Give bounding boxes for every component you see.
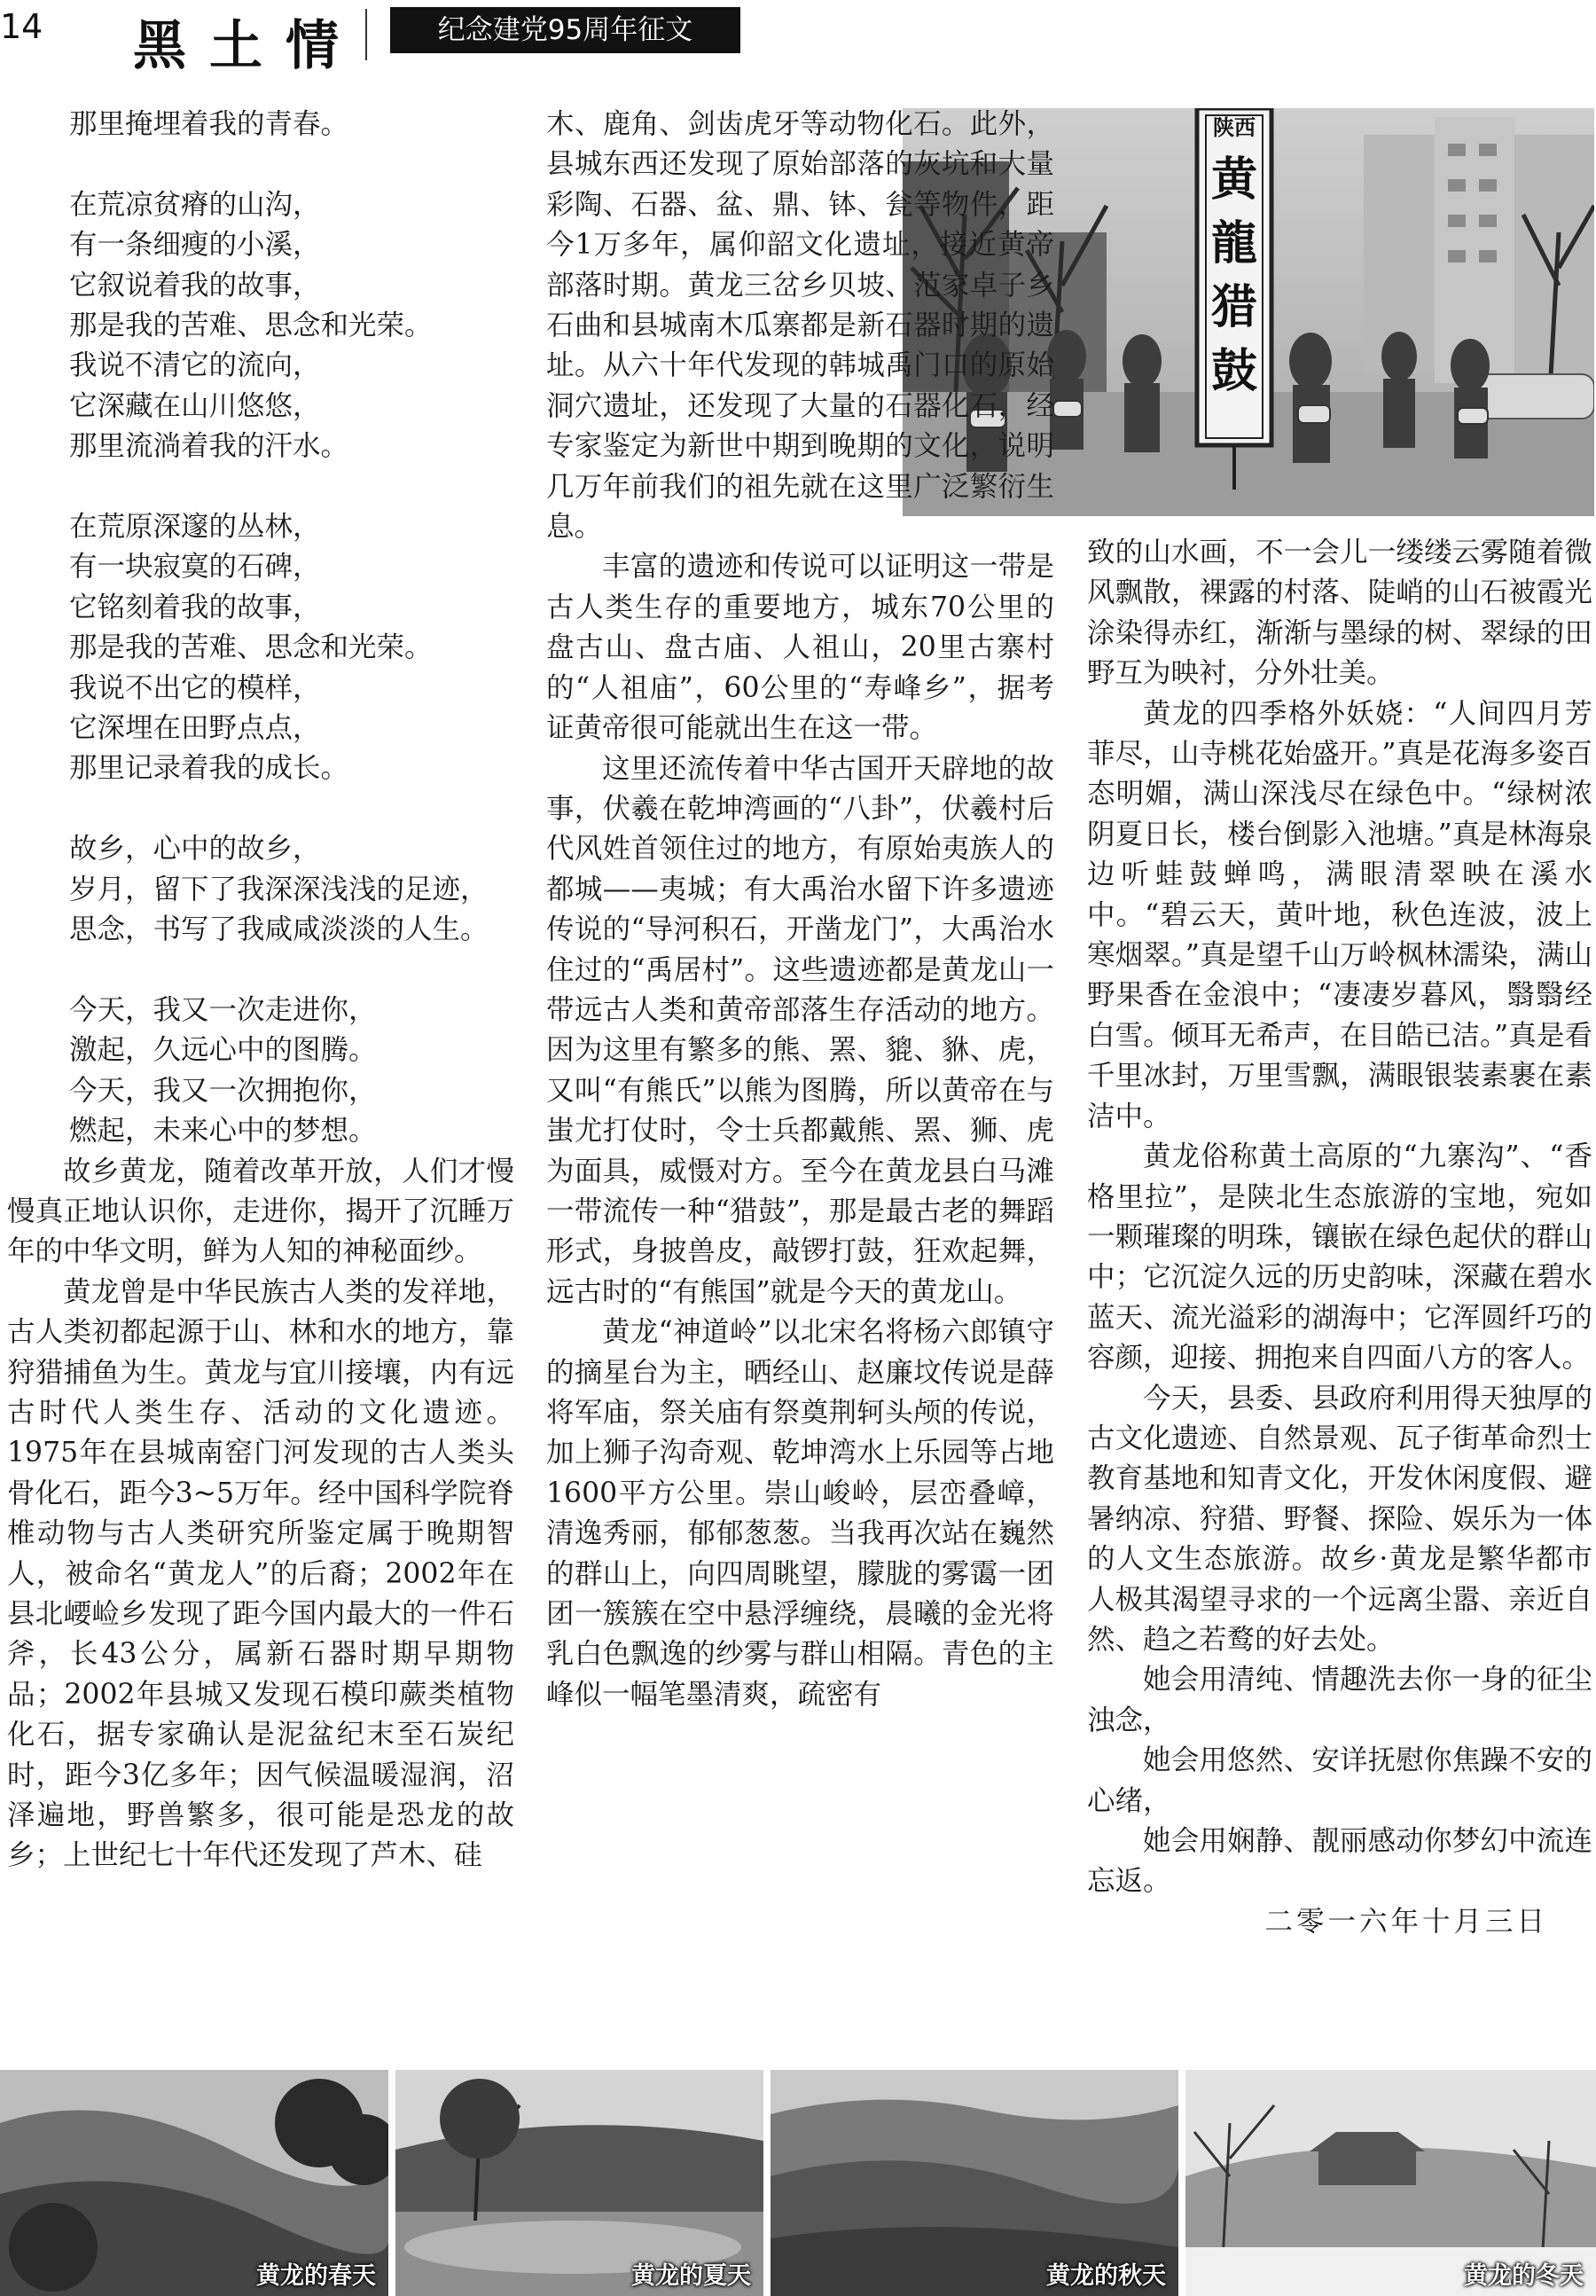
banner-char: 鼓	[1210, 344, 1258, 398]
autumn-caption: 黄龙的秋天	[1046, 2262, 1166, 2290]
poem-line: 那里流淌着我的汗水。	[69, 430, 349, 463]
stanza-gap	[7, 789, 514, 829]
date-signoff: 二零一六年十月三日	[1264, 1905, 1548, 1938]
body-paragraph: 黄龙“神道岭”以北宋名将杨六郎镇守的摘星台为主，晒经山、赵廉坟传说是薛将军庙，祭关庙有祭奠荆轲头颅的传说，加上狮子沟奇观、乾坤湾水上乐园等占地1600平方公里。崇山峻岭，层峦叠嶂，清逸秀丽，郁郁葱葱。当我再次站在巍然的群山上，向四周眺望，朦胧的雾霭一团团一簇簇在空中悬浮缠绕，晨曦的金光将乳白色飘逸的纱雾与群山相隔。青色的主峰似一幅笔墨清爽，疏密有	[546, 1316, 1054, 1711]
poem-block	[7, 105, 514, 1152]
body-paragraph: 她会用清纯、情趣洗去你一身的征尘浊念，	[1087, 1664, 1592, 1736]
poem-line: 燃起，未来心中的梦想。	[69, 1115, 377, 1148]
poem-line: 那里掩埋着我的青春。	[69, 108, 349, 140]
body-paragraph: 今天，县委、县政府利用得天独厚的古文化遗迹、自然景观、瓦子街革命烈士教育基地和知青文化，开发休闲度假、避暑纳凉、狩猎、野餐、探险、娱乐为一体的人文生态旅游。故乡·黄龙是繁华都市人极其渴望寻求的一个远离尘嚣、亲近自然、趋之若鹜的好去处。	[1087, 1382, 1592, 1656]
body-paragraph: 黄龙的四季格外妖娆：“人间四月芳菲尽，山寺桃花始盛开。”真是花海多姿百态明媚，满山深浅尽在绿色中。“绿树浓阴夏日长，楼台倒影入池塘。”真是林海泉边听蛙鼓蝉鸣，满眼清翠映在溪水中。“碧云天，黄叶地，秋色连波，波上寒烟翠。”真是望千山万岭枫林濡染，满山野果香在金浪中；“凄凄岁暮风，翳翳经白雪。倾耳无希声，在目皓已洁。”真是看千里冰封，万里雪飘，满眼银装素裹在素洁中。	[1087, 697, 1592, 1132]
spring-caption: 黄龙的春天	[256, 2262, 376, 2290]
body-paragraph: 她会用悠然、安详抚慰你焦躁不安的心绪，	[1087, 1744, 1592, 1817]
poem-line: 那是我的苦难、思念和光荣。	[69, 310, 433, 342]
masthead-title: 黑土情	[133, 15, 362, 77]
stanza-gap	[7, 145, 514, 184]
body-paragraph: 木、鹿角、剑齿虎牙等动物化石。此外，县城东西还发现了原始部落的灰坑和大量彩陶、石器、盆、鼎、钵、瓮等物件，距今1万多年，属仰韶文化遗址，接近黄帝部落时期。黄龙三岔乡贝坡、范家卓子乡石曲和县城南木瓜寨都是新石器时期的遗址。从六十年代发现的韩城禹门口的原始洞穴遗址，还发现了大量的石器化石，经专家鉴定为新世中期到晚期的文化，说明几万年前我们的祖先就在这里广泛繁衍生息。	[546, 108, 1054, 544]
poem-line: 今天，我又一次走进你，	[69, 993, 377, 1026]
body-paragraph: 她会用娴静、靓丽感动你梦幻中流连忘返。	[1087, 1825, 1592, 1898]
poem-line: 思念，书写了我咸咸淡淡的人生。	[69, 913, 489, 946]
poem-line: 我说不清它的流向，	[69, 349, 321, 382]
banner-char: 黄	[1210, 153, 1258, 207]
banner-province: 陕西	[1213, 114, 1256, 140]
poem-line: 激起，久远心中的图腾。	[69, 1034, 377, 1067]
poem-line: 有一条细瘦的小溪，	[69, 229, 321, 262]
summer-caption: 黄龙的夏天	[631, 2262, 751, 2290]
column-3	[1087, 533, 1592, 1942]
body-paragraph: 这里还流传着中华古国开天辟地的故事，伏羲在乾坤湾画的“八卦”，伏羲村后代风姓首领住过的地方，有原始夷族人的都城——夷城；有大禹治水留下许多遗迹传说的“导河积石，开凿龙门”，大禹治水住过的“禹居村”。这些遗迹都是黄龙山一带远古人类和黄帝部落生存活动的地方。因为这里有繁多的熊、罴、貔、貅、虎，又叫“有熊氏”以熊为图腾，所以黄帝在与蚩尤打仗时，令士兵都戴熊、罴、狮、虎为面具，威慑对方。至今在黄龙县白马滩一带流传一种“猎鼓”，那是最古老的舞蹈形式，身披兽皮，敲锣打鼓，狂欢起舞，远古时的“有熊国”就是今天的黄龙山。	[546, 752, 1054, 1308]
section-tag: 纪念建党95周年征文	[390, 7, 740, 53]
poem-line: 我说不出它的模样，	[69, 671, 321, 704]
stanza-gap	[7, 467, 514, 507]
poem-line: 它深藏在山川悠悠，	[69, 389, 321, 422]
stanza-gap	[7, 950, 514, 990]
body-paragraph: 致的山水画，不一会儿一缕缕云雾随着微风飘散，裸露的村落、陡峭的山石被霞光涂染得赤红，渐渐与墨绿的树、翠绿的田野互为映衬，分外壮美。	[1087, 537, 1592, 690]
banner-char: 猎	[1210, 280, 1258, 334]
poem-line: 那里记录着我的成长。	[69, 752, 349, 785]
poem-line: 那是我的苦难、思念和光荣。	[69, 631, 433, 664]
winter-caption: 黄龙的冬天	[1464, 2262, 1584, 2290]
banner-char: 龍	[1210, 216, 1258, 270]
summer-photo	[395, 2070, 763, 2296]
poem-line: 它深埋在田野点点，	[69, 712, 321, 745]
poem-line: 在荒原深邃的丛林，	[69, 511, 321, 544]
poem-line: 岁月，留下了我深深浅浅的足迹，	[69, 873, 489, 905]
body-paragraph: 故乡黄龙，随着改革开放，人们才慢慢真正地认识你，走进你，揭开了沉睡万年的中华文明，鲜为人知的神秘面纱。	[7, 1155, 514, 1268]
poem-line: 在荒凉贫瘠的山沟，	[69, 188, 321, 221]
banner-text	[1211, 114, 1259, 398]
column-2	[546, 105, 1054, 1715]
body-paragraph: 黄龙俗称黄土高原的“九寨沟”、“香格里拉”，是陕北生态旅游的宝地，宛如一颗璀璨的明珠，镶嵌在绿色起伏的群山中；它沉淀久远的历史韵味，深藏在碧水蓝天、流光溢彩的湖海中；它浑圆纤巧的容颜，迎接、拥抱来自四面八方的客人。	[1087, 1140, 1592, 1375]
column-1	[7, 105, 514, 1877]
poem-line: 它铭刻着我的故事，	[69, 591, 321, 623]
header-divider	[365, 9, 367, 60]
body-paragraph: 丰富的遗迹和传说可以证明这一带是古人类生存的重要地方，城东70公里的盘古山、盘古庙、人祖山，20里古寨村的“人祖庙”，60公里的“寿峰乡”，据考证黄帝很可能就出生在这一带。	[546, 551, 1054, 745]
page-number: 14	[0, 7, 43, 46]
poem-line: 故乡，心中的故乡，	[69, 833, 321, 866]
winter-photo	[1185, 2070, 1596, 2296]
spring-photo	[0, 2070, 388, 2296]
autumn-photo	[771, 2070, 1178, 2296]
poem-line: 它叙说着我的故事，	[69, 269, 321, 302]
poem-line: 今天，我又一次拥抱你，	[69, 1074, 377, 1107]
poem-line: 有一块寂寞的石碑，	[69, 551, 321, 584]
body-paragraph: 黄龙曾是中华民族古人类的发祥地，古人类初都起源于山、林和水的地方，靠狩猎捕鱼为生。黄龙与宜川接壤，内有远古时代人类生存、活动的文化遗迹。1975年在县城南窑门河发现的古人类头骨化石，距今3~5万年。经中国科学院脊椎动物与古人类研究所鉴定属于晚期智人，被命名“黄龙人”的后裔；2002年在县北崾崄乡发现了距今国内最大的一件石斧，长43公分，属新石器时期早期物品；2002年县城又发现石模印蕨类植物化石，据专家确认是泥盆纪末至石炭纪时，距今3亿多年；因气候温暖湿润，沼泽遍地，野兽繁多，很可能是恐龙的故乡；上世纪七十年代还发现了芦木、硅	[7, 1275, 514, 1872]
